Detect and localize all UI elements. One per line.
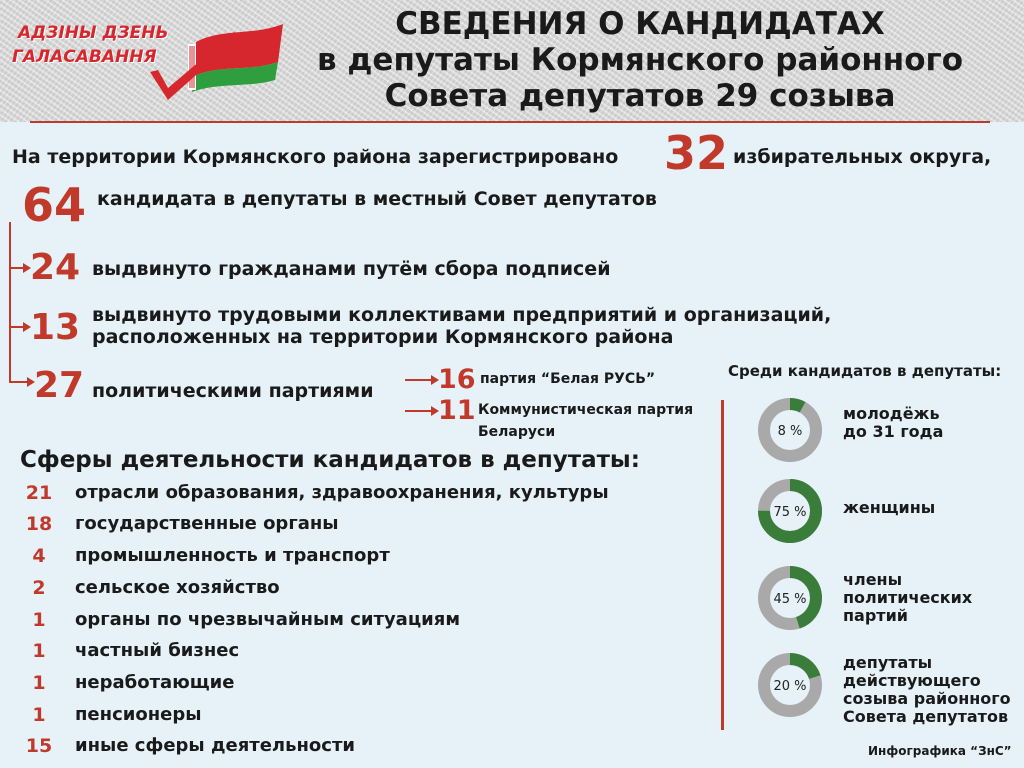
logo-line-1: АДЗІНЫ ДЗЕНЬ <box>18 23 169 43</box>
sphere-label: государственные органы <box>75 513 339 534</box>
stats-divider <box>721 400 724 730</box>
arrow-icon <box>9 326 29 328</box>
stat-label-line: депутаты <box>843 653 933 672</box>
sphere-label: промышленность и транспорт <box>75 545 390 566</box>
donut-percent-label: 8 % <box>777 424 803 439</box>
stat-label <box>843 499 935 517</box>
stat-label <box>843 405 943 441</box>
parties-number: 27 <box>34 365 85 406</box>
sphere-row <box>20 609 700 637</box>
stat-label-line: женщины <box>843 498 936 517</box>
title-line-3: Совета депутатов 29 созыва <box>384 78 896 114</box>
sphere-row <box>20 545 700 573</box>
infographic-credit: Инфографика “ЗнС” <box>868 744 1012 758</box>
spheres-title: Сферы деятельности кандидатов в депутаты: <box>20 447 640 473</box>
page-title <box>290 6 990 114</box>
districts-number: 32 <box>664 126 729 180</box>
sphere-row <box>20 704 700 732</box>
sphere-row <box>20 577 700 605</box>
total-candidates-label: кандидата в депутаты в местный Совет депутатов <box>97 188 657 210</box>
collectives-label-line-2: расположенных на территории Кормянского района <box>92 326 674 348</box>
arrow-icon <box>9 381 33 383</box>
sphere-label: иные сферы деятельности <box>75 735 355 756</box>
collectives-label <box>92 304 831 348</box>
sphere-row <box>20 640 700 668</box>
sphere-count: 15 <box>25 735 53 757</box>
total-candidates-number: 64 <box>22 178 87 232</box>
communist-party-label <box>478 399 693 443</box>
donut-chart <box>757 565 823 631</box>
sphere-label: частный бизнес <box>75 640 240 661</box>
sphere-count: 1 <box>32 609 46 631</box>
arrow-icon <box>405 410 437 412</box>
sphere-count: 2 <box>32 577 46 599</box>
election-day-logo <box>8 14 298 114</box>
parties-label: политическими партиями <box>92 380 374 402</box>
donut-percent-label: 20 % <box>773 679 807 694</box>
sphere-row <box>20 513 700 541</box>
communist-party-label-line-1: Коммунистическая партия <box>478 402 694 418</box>
intro-text-after: избирательных округа, <box>733 146 992 168</box>
communist-party-label-line-2: Беларуси <box>478 424 556 440</box>
collectives-label-line-1: выдвинуто трудовыми коллективами предприятий и организаций, <box>92 304 832 326</box>
signatures-number: 24 <box>30 247 81 288</box>
stat-label-line: Совета депутатов <box>843 707 1009 726</box>
stat-label-line: партий <box>843 606 908 625</box>
breakdown-bracket <box>9 222 11 382</box>
donut-chart-svg <box>757 397 823 463</box>
donut-percent-label: 45 % <box>773 592 807 607</box>
sphere-row <box>20 735 700 763</box>
sphere-row <box>20 672 700 700</box>
donut-chart-svg <box>757 478 823 544</box>
donut-percent-label: 75 % <box>773 505 807 520</box>
stat-label-line: до 31 года <box>843 422 944 441</box>
donut-chart <box>757 652 823 718</box>
sphere-label: органы по чрезвычайным ситуациям <box>75 609 461 630</box>
signatures-label: выдвинуто гражданами путём сбора подписей <box>92 258 611 280</box>
sphere-label: неработающие <box>75 672 235 693</box>
sphere-label: пенсионеры <box>75 704 202 725</box>
logo-line-2: ГАЛАСАВАННЯ <box>12 47 157 67</box>
sphere-count: 1 <box>32 640 46 662</box>
stat-label-line: члены <box>843 570 903 589</box>
donut-chart <box>757 478 823 544</box>
title-line-2: в депутаты Кормянского районного <box>316 42 964 78</box>
sphere-count: 4 <box>32 545 46 567</box>
belaya-rus-number: 16 <box>438 364 476 395</box>
stats-title: Среди кандидатов в депутаты: <box>728 362 1002 380</box>
sphere-count: 1 <box>32 672 46 694</box>
sphere-label: сельское хозяйство <box>75 577 280 598</box>
stat-label-line: созыва районного <box>843 689 1011 708</box>
sphere-count: 1 <box>32 704 46 726</box>
intro-text-before: На территории Кормянского района зарегистрировано <box>12 146 619 168</box>
header-divider <box>30 121 990 123</box>
arrow-icon <box>405 379 437 381</box>
stat-label-line: действующего <box>843 671 981 690</box>
title-line-1: СВЕДЕНИЯ О КАНДИДАТАХ <box>395 6 885 42</box>
stat-label <box>843 571 972 625</box>
collectives-number: 13 <box>30 307 81 348</box>
stat-label-line: политических <box>843 588 973 607</box>
belaya-rus-label: партия “Белая РУСЬ” <box>480 371 656 387</box>
sphere-row <box>20 482 700 510</box>
stat-label <box>843 654 1011 726</box>
communist-party-number: 11 <box>438 395 476 426</box>
donut-chart <box>757 397 823 463</box>
arrow-icon <box>9 267 29 269</box>
stat-label-line: молодёжь <box>843 404 940 423</box>
donut-chart-svg <box>757 565 823 631</box>
sphere-label: отрасли образования, здравоохранения, культуры <box>75 482 609 503</box>
donut-chart-svg <box>757 652 823 718</box>
sphere-count: 21 <box>25 482 53 504</box>
sphere-count: 18 <box>25 513 53 535</box>
